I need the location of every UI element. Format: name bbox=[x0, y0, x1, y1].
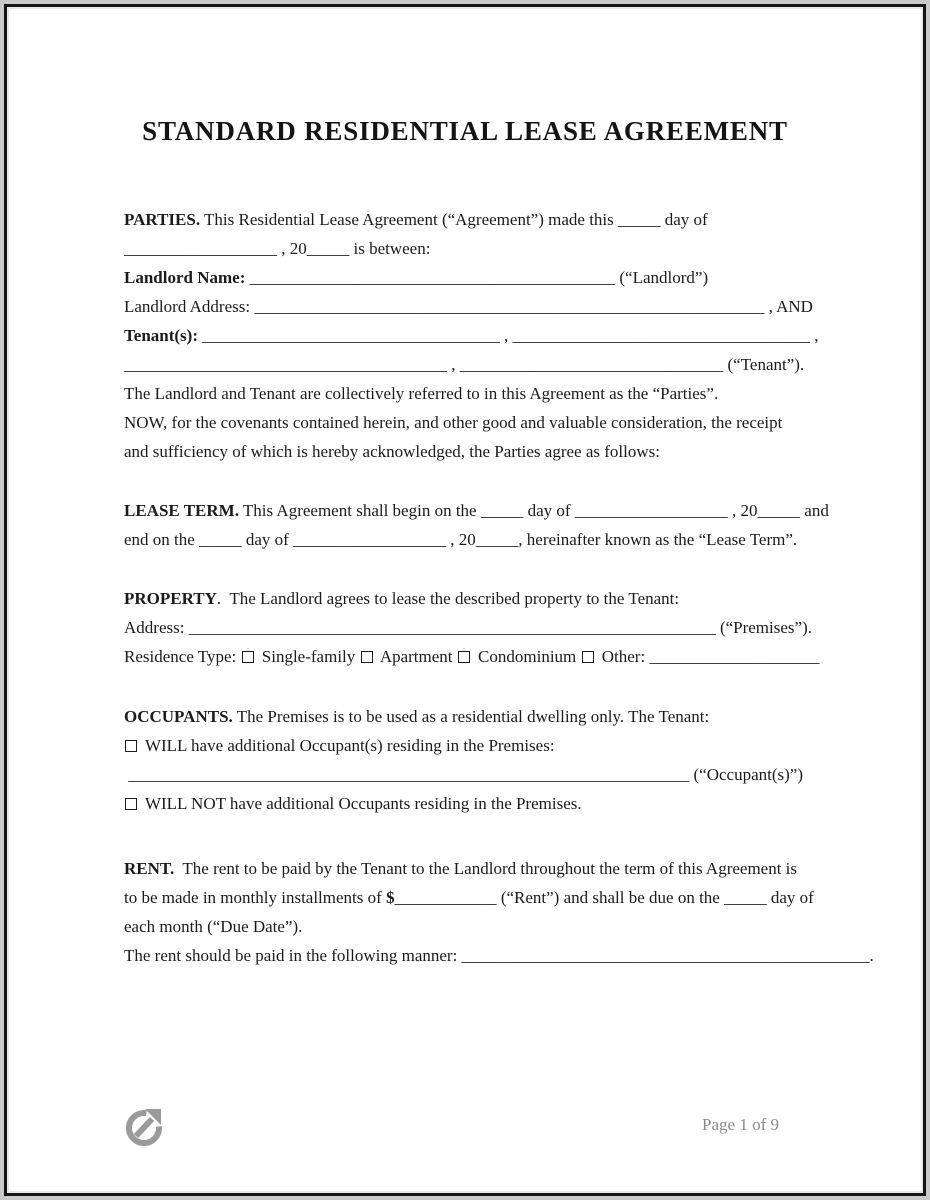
document-body bbox=[9, 205, 921, 970]
page-frame bbox=[4, 4, 926, 1196]
text-line: Address: ______________________________________________________________ (“Premises”). bbox=[124, 618, 812, 637]
text-line: NOW, for the covenants contained herein, and other good and valuable consideration, the receipt bbox=[124, 413, 783, 432]
text-line: WILL NOT have additional Occupants residing in the Premises. bbox=[124, 789, 811, 818]
checkbox-icon[interactable] bbox=[242, 651, 254, 663]
section-property bbox=[124, 584, 820, 671]
text-line: RENT. The rent to be paid by the Tenant to the Landlord throughout the term of this Agreement is bbox=[124, 859, 798, 878]
circular-arrow-icon bbox=[123, 1101, 167, 1154]
page-footer bbox=[9, 1101, 921, 1151]
text-line: The rent should be paid in the following manner: ________________________________________________. bbox=[124, 946, 874, 965]
page-number: Page 1 of 9 bbox=[702, 1115, 779, 1134]
text-line: ______________________________________ , _______________________________ (“Tenant”). bbox=[124, 355, 805, 374]
text-line: each month (“Due Date”). bbox=[124, 917, 303, 936]
document-page bbox=[7, 7, 923, 1193]
text-line: to be made in monthly installments of $____________ (“Rent”) and shall be due on the _____ day of bbox=[124, 888, 814, 907]
text-line: OCCUPANTS. The Premises is to be used as a residential dwelling only. The Tenant: bbox=[124, 707, 710, 726]
checkbox-icon[interactable] bbox=[125, 798, 137, 810]
text-line: Landlord Address: ____________________________________________________________ , AND bbox=[124, 297, 813, 316]
text-line: The Landlord and Tenant are collectively referred to in this Agreement as the “Parties”. bbox=[124, 384, 719, 403]
checkbox-icon[interactable] bbox=[582, 651, 594, 663]
section-occupants bbox=[124, 702, 811, 818]
checkbox-icon[interactable] bbox=[458, 651, 470, 663]
section-parties bbox=[124, 205, 819, 466]
text-line: end on the _____ day of __________________ , 20_____, hereinafter known as the “Lease Term”. bbox=[124, 530, 798, 549]
text-line: __________________________________________________________________ (“Occupant(s)”) bbox=[124, 765, 803, 784]
text-line: __________________ , 20_____ is between: bbox=[124, 239, 431, 258]
text-line: and sufficiency of which is hereby acknowledged, the Parties agree as follows: bbox=[124, 442, 660, 461]
checkbox-icon[interactable] bbox=[125, 740, 137, 752]
text-line: Residence Type: Single-family Apartment Condominium Other: ____________________ bbox=[124, 647, 820, 666]
document-title: STANDARD RESIDENTIAL LEASE AGREEMENT bbox=[142, 116, 788, 146]
text-line: Tenant(s): ___________________________________ , ___________________________________ , bbox=[124, 326, 819, 345]
checkbox-icon[interactable] bbox=[361, 651, 373, 663]
text-line: PARTIES. This Residential Lease Agreement (“Agreement”) made this _____ day of bbox=[124, 210, 708, 229]
text-line: PROPERTY. The Landlord agrees to lease the described property to the Tenant: bbox=[124, 589, 680, 608]
text-line: LEASE TERM. This Agreement shall begin on the _____ day of __________________ , 20_____ and bbox=[124, 501, 829, 520]
text-line: Landlord Name: ___________________________________________ (“Landlord”) bbox=[124, 268, 709, 287]
text-line: WILL have additional Occupant(s) residing in the Premises: bbox=[124, 731, 811, 760]
section-rent bbox=[124, 854, 874, 970]
section-lease-term bbox=[124, 496, 829, 554]
